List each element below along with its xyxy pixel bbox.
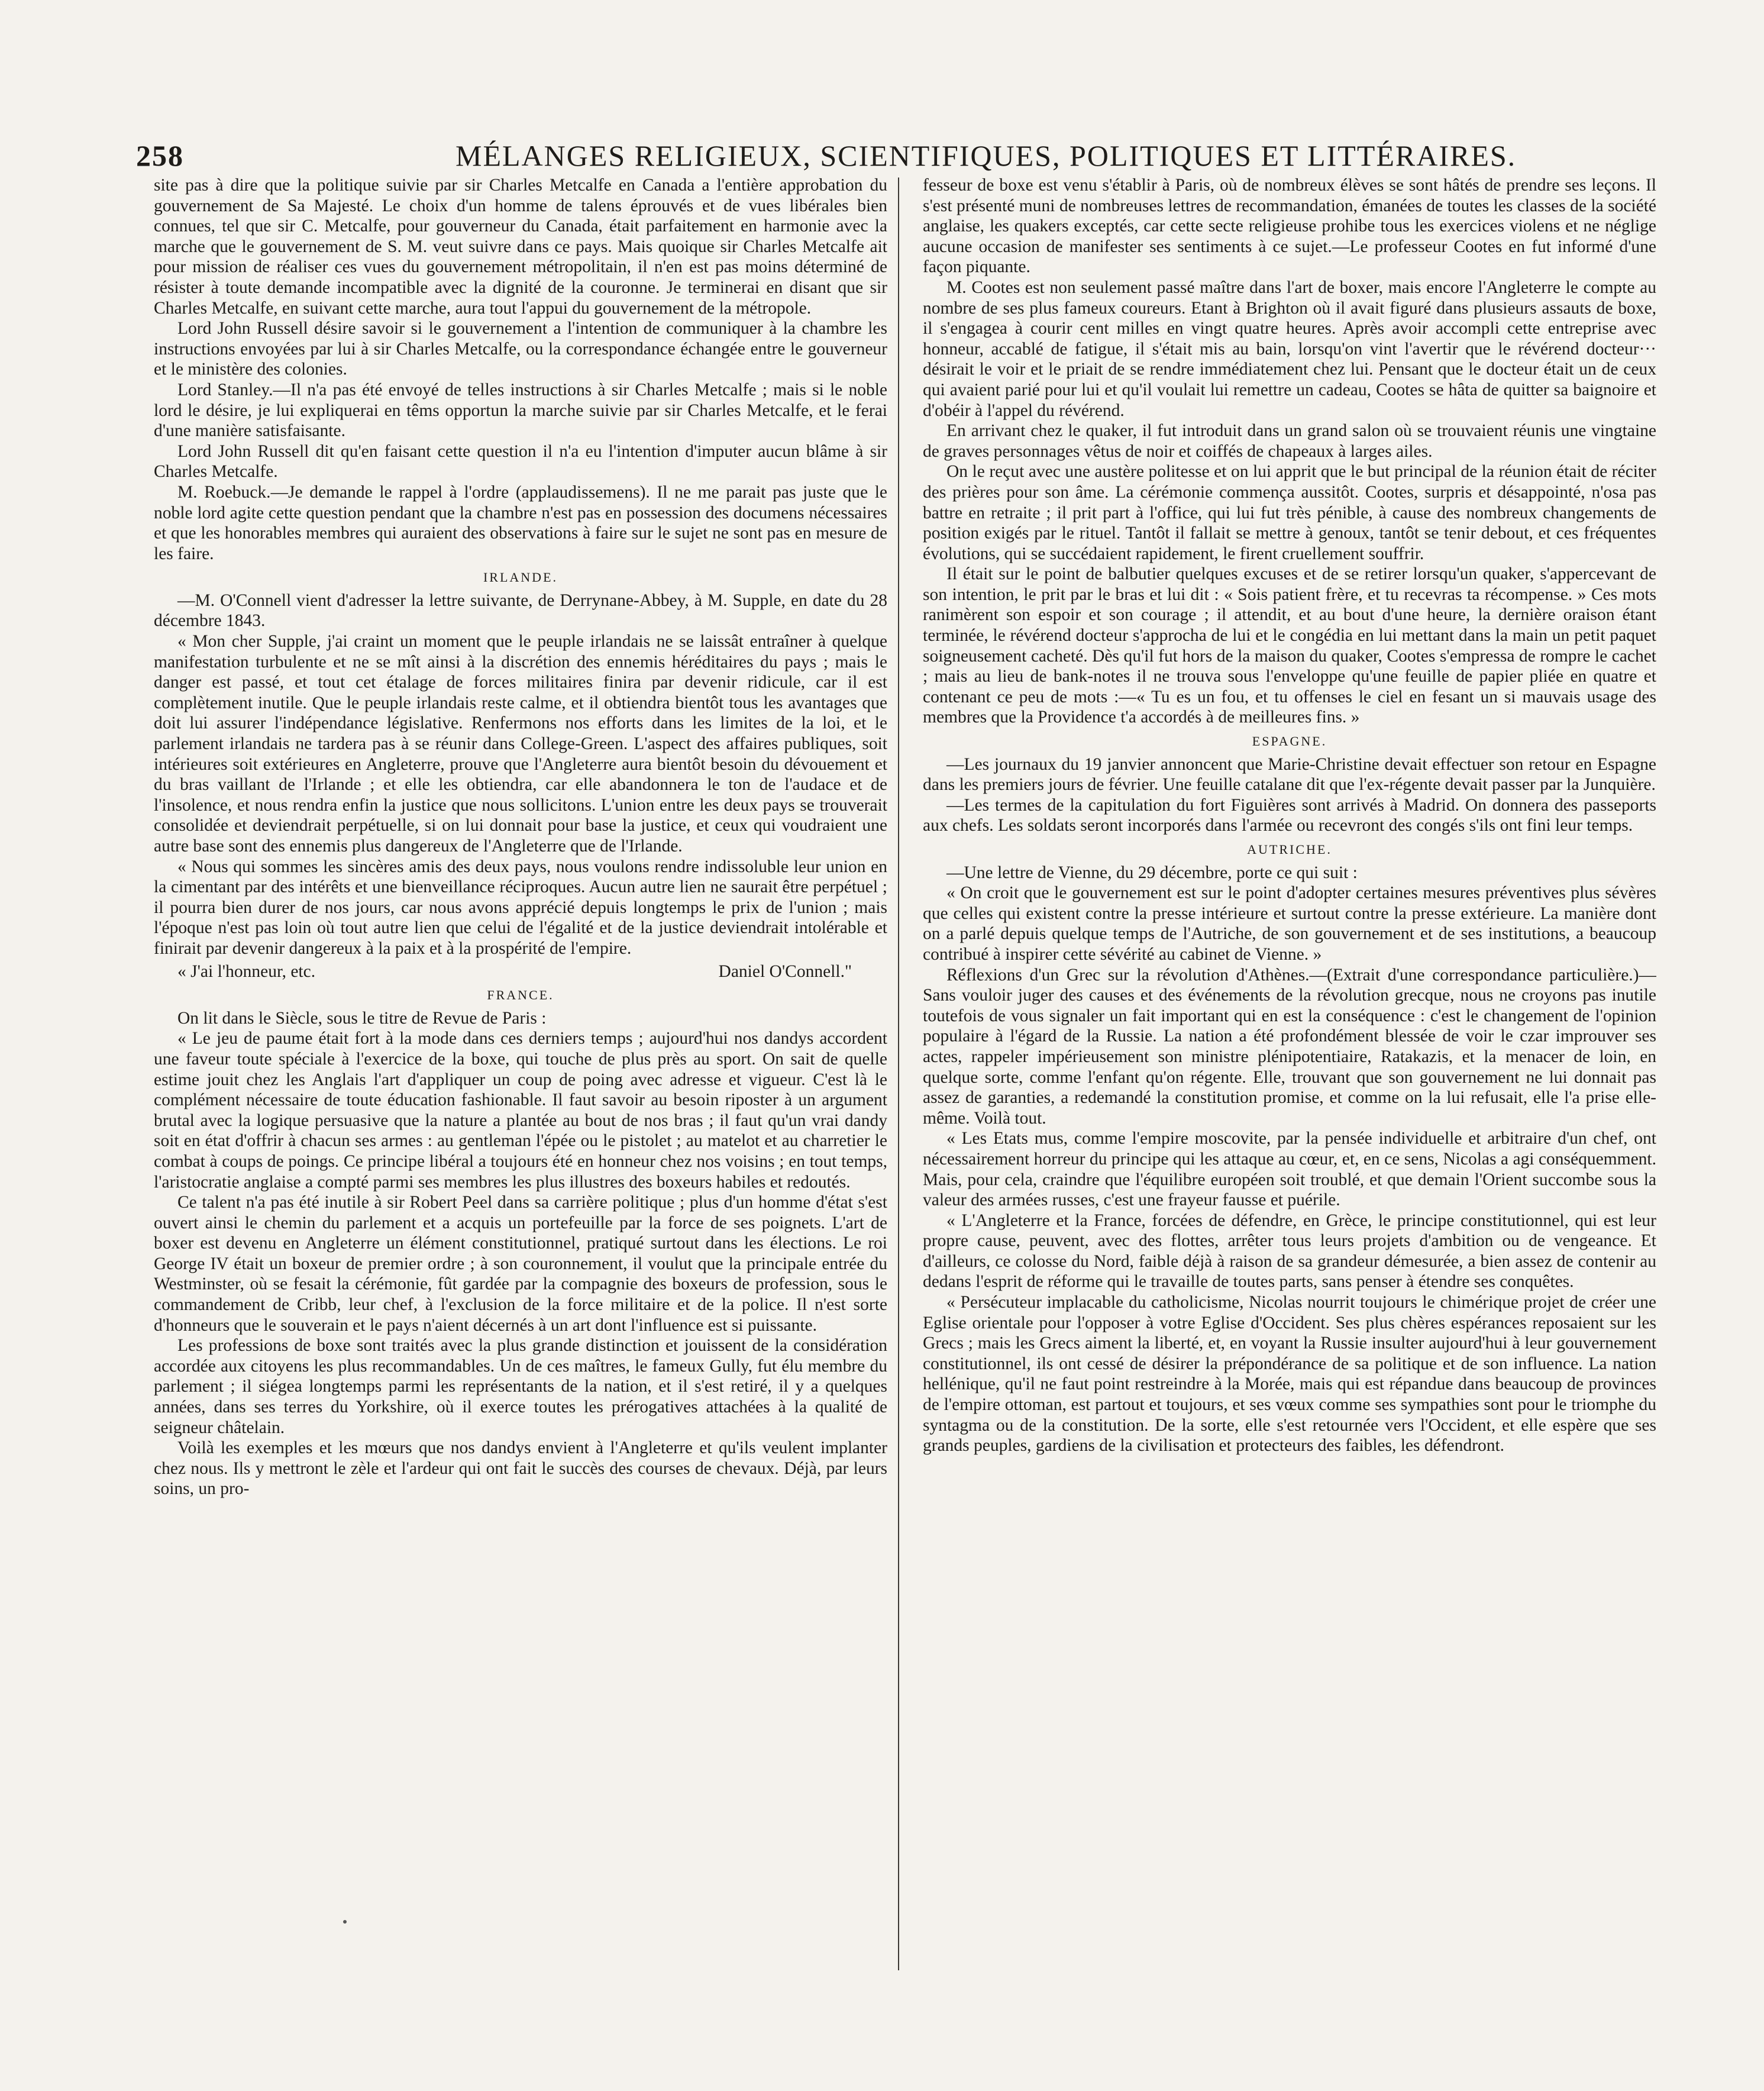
signature: Daniel O'Connell.": [718, 961, 852, 981]
paragraph: —Une lettre de Vienne, du 29 décembre, porte ce qui suit :: [946, 863, 1358, 882]
column-divider: [898, 178, 899, 1970]
right-column: [923, 175, 1656, 1980]
section-heading-autriche: AUTRICHE.: [1247, 842, 1332, 857]
paragraph: On lit dans le Siècle, sous le titre de Revue de Paris :: [177, 1008, 547, 1028]
section-heading-irlande: IRLANDE.: [483, 570, 558, 585]
section-heading-espagne: ESPAGNE.: [1252, 734, 1327, 749]
paragraph: Réflexions d'un Grec sur la révolution d'Athènes.—(Extrait d'une correspondance particulière.)—Sans vouloir juger des causes et des événements de la révolution grecque, nous ne croyons pas inutile toutefois de vous signaler un fait important qui en est la conséquence : c'est le changement de l'opinion populaire à l'égard de la Russie. La nation a été profondément blessée de voir le czar improuver ses actes, rappeler impérieusement son ministre plénipotentiaire, Ratakazis, et la menacer de loin, en quelque sorte, comme l'enfant qu'on régente. Elle, trouvant que son gouvernement ne lui donnait pas assez de garanties, a redemandé la constitution promise, et comme on la lui refusait, elle l'a prise elle-même. Voilà tout.: [923, 965, 1656, 1128]
paragraph: —M. O'Connell vient d'adresser la lettre suivante, de Derrynane-Abbey, à M. Supple, en date du 28 décembre 1843.: [154, 590, 887, 631]
section-heading-france: FRANCE.: [487, 988, 554, 1003]
paragraph: Lord John Russell dit qu'en faisant cette question il n'a eu l'intention d'imputer aucun blâme à sir Charles Metcalfe.: [154, 441, 887, 482]
paragraph: « Les Etats mus, comme l'empire moscovite, par la pensée individuelle et arbitraire d'un chef, ont nécessairement horreur du principe qui les attaque au cœur, et, en ce sens, Nicolas a agi conséquemment. Mais, pour cela, craindre que l'équilibre européen soit troublé, et que demain l'Orient succombe sous la valeur des armées russes, c'est une frayeur fausse et puérile.: [923, 1129, 1656, 1210]
letter-signoff: [154, 961, 887, 982]
paragraph: « L'Angleterre et la France, forcées de défendre, en Grèce, le principe constitutionnel, qui est leur propre cause, peuvent, avec des flottes, arrêter tous leurs projets d'ambition ou de vengeance. Et d'ailleurs, ce colosse du Nord, faible déjà à raison de sa grandeur démesurée, a bien assez de contenir au dedans l'esprit de réforme qui le travaille de toutes parts, sans penser à étendre ses conquêtes.: [923, 1211, 1656, 1292]
print-speck: [343, 1920, 347, 1924]
paragraph: Les professions de boxe sont traités avec la plus grande distinction et jouissent de la considération accordée aux citoyens les plus recommandables. Un de ces maîtres, le fameux Gully, fut élu membre du parlement ; il siégea longtemps parmi les représentants de la nation, et il s'est retiré, il y a quelques années, dans ses terres du Yorkshire, où il exerce toutes les prérogatives attachées à la qualité de seigneur châtelain.: [154, 1336, 887, 1437]
left-column: [154, 175, 887, 1980]
paragraph: « Mon cher Supple, j'ai craint un moment que le peuple irlandais ne se laissât entraîner à quelque manifestation turbulente et ne se mît ainsi à la discrétion des ennemis héréditaires du pays ; mais le danger est passé, et tout cet étalage de forces militaires finira par devenir ridicule, car il est complètement inutile. Que le peuple irlandais reste calme, et il obtiendra bientôt tous les avantages que doit lui assurer l'indépendance législative. Renfermons nos efforts dans les limites de la loi, et le parlement irlandais ne tardera pas à se réunir dans College-Green. L'aspect des affaires publiques, soit intérieures soit extérieures en Angleterre, prouve que l'Angleterre aura bientôt besoin du dévouement et du bras vaillant de l'Irlande ; et elle les obtiendra, car elle abandonnera le ton de l'audace et de l'insolence, et nous rendra enfin la justice que nous sollicitons. L'union entre les deux pays se trouverait consolidée et deviendrait perpétuelle, si on lui donnait pour base la justice, et ceux qui voudraient une autre base sont des ennemis plus dangereux de l'Angleterre que de l'Irlande.: [154, 632, 887, 856]
paragraph: M. Cootes est non seulement passé maître dans l'art de boxer, mais encore l'Angleterre le compte au nombre de ses plus fameux coureurs. Etant à Brighton où il avait figuré dans plusieurs assauts de boxe, il s'engagea à courir cent milles en vingt quatre heures. Après avoir accompli cette entreprise avec honneur, accablé de fatigue, il s'était mis au bain, lorsqu'on vint l'avertir que le révérend docteur··· désirait le voir et le priait de se rendre immédiatement chez lui. Pensant que le docteur était un de ceux qui avaient parié pour lui et qu'il voulait lui remettre un cadeau, Cootes se hâta de quitter sa baignoire et d'obéir à l'appel du révérend.: [923, 277, 1656, 420]
paragraph: « Le jeu de paume était fort à la mode dans ces derniers temps ; aujourd'hui nos dandys accordent une faveur toute spéciale à l'exercice de la boxe, qui touche de plus près au sport. On sait de quelle estime jouit chez les Anglais l'art d'appliquer un coup de poing avec adresse et vigueur. C'est là le complément nécessaire de toute éducation fashionable. Il faut savoir au besoin riposter à un argument brutal avec la logique persuasive que la nature a plantée au bout de nos bras ; il faut qu'un vrai dandy soit en état d'offrir à chacun ses armes : au gentleman l'épée ou le pistolet ; au matelot et au charretier le combat à coups de poings. Ce principe libéral a toujours été en honneur chez nos voisins ; en tout temps, l'aristocratie anglaise a compté parmi ses membres les plus illustres des boxeurs habiles et redoutés.: [154, 1029, 887, 1192]
paragraph: site pas à dire que la politique suivie par sir Charles Metcalfe en Canada a l'entière approbation du gouvernement de Sa Majesté. Le choix d'un homme de talens éprouvés et de vues libérales bien connues, tel que sir C. Metcalfe, pour gouverneur du Canada, était parfaitement en harmonie avec la marche que le gouvernement de S. M. veut suivre dans ce pays. Mais quoique sir Charles Metcalfe ait pour mission de réaliser ces vues du gouvernement métropolitain, il n'en est pas moins déterminé de résister à toute demande incompatible avec la dignité de la couronne. Je terminerai en disant que sir Charles Metcalfe, en suivant cette marche, aura tout l'appui du gouvernement de la métropole.: [154, 176, 887, 318]
paragraph: Ce talent n'a pas été inutile à sir Robert Peel dans sa carrière politique ; plus d'un homme d'état s'est ouvert ainsi le chemin du parlement et a acquis un portefeuille par la force de ses poignets. L'art de boxer est devenu en Angleterre un élément constitutionnel, pratiqué surtout dans les élections. Le roi George IV était un boxeur de premier ordre ; à son couronnement, il voulut que la principale entrée du Westminster, où se fesait la cérémonie, fût gardée par la compagnie des boxeurs de profession, sous le commandement de Cribb, leur chef, à l'exclusion de la force militaire et de la police. Il n'est sorte d'honneurs que le souverain et le pays n'aient décernés à un art dont l'influence est si puissante.: [154, 1193, 887, 1335]
page-header: [136, 136, 1650, 178]
paragraph: —Les termes de la capitulation du fort Figuières sont arrivés à Madrid. On donnera des passeports aux chefs. Les soldats seront incorporés dans l'armée ou recevront des congés s'ils ont fini leur temps.: [923, 795, 1656, 835]
paragraph: En arrivant chez le quaker, il fut introduit dans un grand salon où se trouvaient réunis une vingtaine de graves personnages vêtus de noir et coiffés de chapeaux à larges ailes.: [923, 421, 1656, 461]
closing-formula: « J'ai l'honneur, etc.: [177, 961, 316, 981]
paragraph: « Persécuteur implacable du catholicisme, Nicolas nourrit toujours le chimérique projet de créer une Eglise orientale pour l'opposer à votre Eglise d'Occident. Ses plus chères espérances reposaient sur les Grecs ; mais les Grecs aiment la liberté, et, en voyant la Russie insulter aujourd'hui à leur gouvernement constitutionnel, ils ont cessé de désirer la prépondérance de sa politique et de son influence. La nation hellénique, qu'il ne faut point restreindre à la Morée, mais qui est répandue dans beaucoup de provinces de l'empire ottoman, est partout et toujours, et ses vœux comme ses sympathies sont pour le triomphe du syntagma ou de la constitution. De la sorte, elle s'est retournée vers l'Occident, et elle espère que ses grands peuples, gardiens de la civilisation et protecteurs des faibles, les défendront.: [923, 1293, 1656, 1456]
paragraph: —Les journaux du 19 janvier annoncent que Marie-Christine devait effectuer son retour en Espagne dans les premiers jours de février. Une feuille catalane dit que l'ex-régente devait passer par la Junquière.: [923, 754, 1656, 795]
paragraph: Lord Stanley.—Il n'a pas été envoyé de telles instructions à sir Charles Metcalfe ; mais si le noble lord le désire, je lui expliquerai en têms opportun la marche suivie par sir Charles Metcalfe, et le ferai d'une manière satisfaisante.: [154, 380, 887, 441]
paragraph: « Nous qui sommes les sincères amis des deux pays, nous voulons rendre indissoluble leur union en la cimentant par des intérêts et une bienveillance réciproques. Aucun autre lien ne saurait être perpétuel ; il pourra bien durer de nos jours, car nous avons apprécié depuis longtemps le prix de l'union ; mais l'époque n'est pas loin où tout autre lien que celui de l'égalité et de la justice deviendrait intolérable et finirait par devenir dangereux à la paix et à la prospérité de l'empire.: [154, 857, 887, 958]
page-number: 258: [136, 139, 184, 172]
paragraph: On le reçut avec une austère politesse et on lui apprit que le but principal de la réunion était de réciter des prières pour son âme. La cérémonie commença aussitôt. Cootes, surpris et désappointé, n'osa pas battre en retraite ; il prit part à l'office, qui lui fut très pénible, à cause des nombreux changements de position exigés par le rituel. Tantôt il fallait se mettre à genoux, tantôt se tenir debout, et ces fréquentes évolutions, qui se succédaient rapidement, le firent cruellement souffrir.: [923, 462, 1656, 563]
running-title: MÉLANGES RELIGIEUX, SCIENTIFIQUES, POLITIQUES ET LITTÉRAIRES.: [455, 139, 1517, 172]
paragraph: Voilà les exemples et les mœurs que nos dandys envient à l'Angleterre et qu'ils veulent implanter chez nous. Ils y mettront le zèle et l'ardeur qui ont fait le succès des courses de chevaux. Déjà, par leurs soins, un pro-: [154, 1438, 887, 1499]
paragraph: fesseur de boxe est venu s'établir à Paris, où de nombreux élèves se sont hâtés de prendre ses leçons. Il s'est présenté muni de nombreuses lettres de recommandation, émanées de toutes les classes de la société anglaise, les quakers exceptés, car cette secte religieuse prohibe tous les exercices violens et ne néglige aucune occasion de manifester ses sentiments à ce sujet.—Le professeur Cootes en fut informé d'une façon piquante.: [923, 176, 1656, 277]
paragraph: Il était sur le point de balbutier quelques excuses et de se retirer lorsqu'un quaker, s'appercevant de son intention, le prit par le bras et lui dit : « Sois patient frère, et tu recevras ta récompense. » Ces mots ranimèrent son espoir et son courage ; il attendit, et au bout d'une heure, la dernière oraison étant terminée, le révérend docteur s'approcha de lui et le congédia en lui mettant dans la main un petit paquet soigneusement cacheté. Dès qu'il fut hors de la maison du quaker, Cootes s'empressa de rompre le cachet ; mais au lieu de bank-notes il ne trouva sous l'enveloppe qu'une feuille de papier pliée en quatre et contenant ce peu de mots :—« Tu es un fou, et tu offenses le ciel en fesant un si mauvais usage des membres que la Providence t'a accordés à de meilleures fins. »: [923, 564, 1656, 727]
paragraph: « On croit que le gouvernement est sur le point d'adopter certaines mesures préventives plus sévères que celles qui existent contre la presse intérieure et surtout contre la presse extérieure. La manière dont on a parlé depuis quelque temps de l'Autriche, de son gouvernement et de ses institutions, a beaucoup contribué à inspirer cette sévérité au cabinet de Vienne. »: [923, 883, 1656, 964]
newspaper-page: [136, 136, 1656, 2029]
paragraph: M. Roebuck.—Je demande le rappel à l'ordre (applaudissemens). Il ne me parait pas juste que le noble lord agite cette question pendant que la chambre n'est pas en possession des documens nécessaires et que les honorables membres qui auraient des observations à faire sur le sujet ne sont pas en mesure de les faire.: [154, 482, 887, 563]
paragraph: Lord John Russell désire savoir si le gouvernement a l'intention de communiquer à la chambre les instructions envoyées par lui à sir Charles Metcalfe, ou la correspondance échangée entre le gouverneur et le ministère des colonies.: [154, 319, 887, 379]
